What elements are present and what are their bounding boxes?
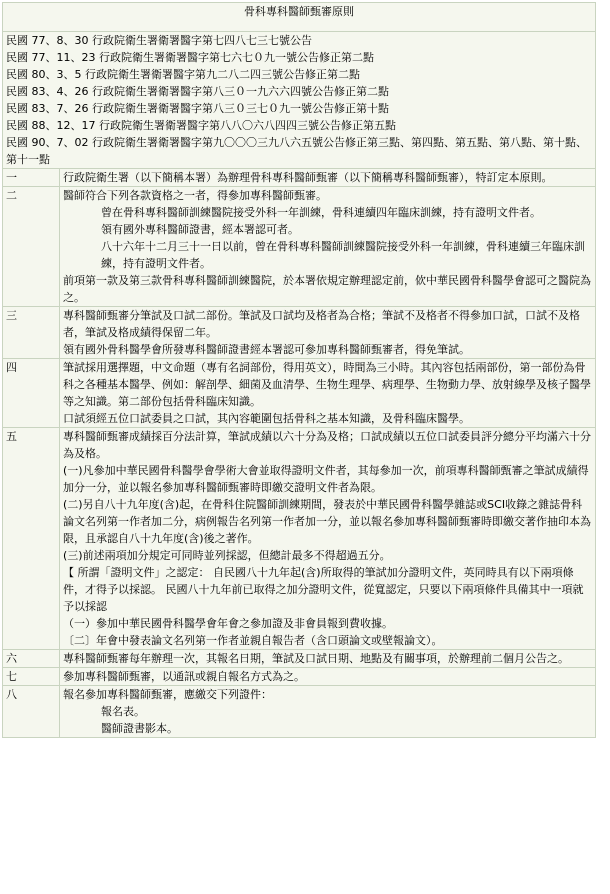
article-paragraph: 報名參加專科醫師甄審，應繳交下列證件： xyxy=(63,688,272,701)
article-paragraph: 筆試採用選擇題，中文命題（專有名詞部份，得用英文），時間為三小時。其內容包括兩部份，第一部份為骨科之各種基本醫學、例如：解剖學、細菌及血清學、生物生理學、病理學、生物動力學、放射線學及核子醫學等之知識。第二部份包括骨科臨床知識。 xyxy=(63,361,591,408)
article-content xyxy=(60,650,596,668)
article-paragraph: 專科醫師甄審成績採百分法計算，筆試成績以六十分為及格；口試成績以五位口試委員評分總分平均滿六十分為及格。 xyxy=(63,430,591,460)
history-line: 民國 80、3、5 行政院衛生署衛署醫字第九二八二四三號公告修正第二點 xyxy=(6,68,360,81)
article-row xyxy=(3,668,596,686)
article-paragraph: （一）參加中華民國骨科醫學會年會之參加證及非會員報到費收據。 xyxy=(63,617,393,630)
amendment-history xyxy=(3,32,596,169)
article-paragraph: (一)凡參加中華民國骨科醫學會學術大會並取得證明文件者，其每參加一次，前項專科醫師甄審之筆試成績得加分一分，並以報名參加專科醫師甄審時即繳交證明文件者為限。 xyxy=(63,464,589,494)
history-line: 民國 83、4、26 行政院衛生署衛署醫字第八三０一九六六四號公告修正第二點 xyxy=(6,85,389,98)
article-row xyxy=(3,359,596,428)
regulation-table xyxy=(2,2,596,738)
article-subitem: 曾在骨科專科醫師訓練醫院接受外科一年訓練，骨科連續四年臨床訓練，持有證明文件者。 xyxy=(101,206,541,219)
article-number: 七 xyxy=(3,668,60,686)
article-paragraph: 專科醫師甄審分筆試及口試二部份。筆試及口試均及格者為合格；筆試不及格者不得參加口試，口試不及格者，筆試及格成績得保留二年。 xyxy=(63,309,580,339)
history-line: 民國 90、7、02 行政院衛生署衛署醫字第九〇〇〇三九八六五號公告修正第三點、第四點、第五點、第八點、第十點、第十一點 xyxy=(6,136,587,166)
article-number: 八 xyxy=(3,686,60,738)
article-paragraph: 領有國外骨科醫學會所發專科醫師證書經本署認可參加專科醫師甄審者，得免筆試。 xyxy=(63,343,470,356)
article-paragraph: 口試須經五位口試委員之口試，其內容範圍包括骨科之基本知識，及骨科臨床醫學。 xyxy=(63,412,470,425)
article-number: 五 xyxy=(3,428,60,650)
article-paragraph: 醫師符合下列各款資格之一者，得參加專科醫師甄審。 xyxy=(63,189,327,202)
history-line: 民國 83、7、26 行政院衛生署衛署醫字第八三０三七０九一號公告修正第十點 xyxy=(6,102,389,115)
article-content xyxy=(60,169,596,187)
document-title: 骨科專科醫師甄審原則 xyxy=(3,3,596,32)
article-subitem: 八十六年十二月三十一日以前，曾在骨科專科醫師訓練醫院接受外科一年訓練，骨科連續三年臨床訓練，持有證明文件者。 xyxy=(101,240,585,270)
article-row xyxy=(3,686,596,738)
article-paragraph: 〔二〕年會中發表論文名列第一作者並親自報告者（含口頭論文或壁報論文）。 xyxy=(63,634,443,647)
article-paragraph: (三)前述兩項加分規定可同時並列採認，但總計最多不得超過五分。 xyxy=(63,549,391,562)
article-subitem: 報名表。 xyxy=(101,705,145,718)
article-subitem: 醫師證書影本。 xyxy=(101,722,178,735)
history-line: 民國 77、8、30 行政院衛生署衛署醫字第七四八七三七號公告 xyxy=(6,34,312,47)
article-content xyxy=(60,307,596,359)
article-subitem: 領有國外專科醫師證書，經本署認可者。 xyxy=(101,223,299,236)
article-content xyxy=(60,686,596,738)
title-row xyxy=(3,3,596,32)
article-paragraph: 行政院衛生署（以下簡稱本署）為辦理骨科專科醫師甄審（以下簡稱專科醫師甄審），特訂定本原則。 xyxy=(63,171,553,184)
article-number: 一 xyxy=(3,169,60,187)
article-number: 六 xyxy=(3,650,60,668)
history-line: 民國 88、12、17 行政院衛生署衛署醫字第八八〇六八四四三號公告修正第五點 xyxy=(6,119,396,132)
article-row xyxy=(3,650,596,668)
article-content xyxy=(60,668,596,686)
article-row xyxy=(3,428,596,650)
article-content xyxy=(60,187,596,307)
article-number: 二 xyxy=(3,187,60,307)
history-line: 民國 77、11、23 行政院衛生署衛署醫字第七六七０九一號公告修正第二點 xyxy=(6,51,374,64)
article-paragraph: 參加專科醫師甄審，以通訊或親自報名方式為之。 xyxy=(63,670,305,683)
article-content xyxy=(60,428,596,650)
article-content xyxy=(60,359,596,428)
article-row xyxy=(3,169,596,187)
article-number: 三 xyxy=(3,307,60,359)
article-number: 四 xyxy=(3,359,60,428)
article-paragraph: (二)另自八十九年度(含)起，在骨科住院醫師訓練期間，發表於中華民國骨科醫學雜誌或SCI收錄之雜誌骨科論文名列第一作者加二分，病例報告名列第一作者加一分，並以報名參加專科醫師甄審時即繳交著作抽印本為限，且承認自八十九年度(含)後之著作。 xyxy=(63,498,591,545)
history-row xyxy=(3,32,596,169)
article-paragraph: 前項第一款及第三款骨科專科醫師訓練醫院，於本署依規定辦理認定前，佽中華民國骨科醫學會認可之醫院為之。 xyxy=(63,274,591,304)
article-row xyxy=(3,307,596,359)
article-paragraph: 【 所謂「證明文件」之認定： 自民國八十九年起(含)所取得的筆試加分證明文件，英同時具有以下兩項條件，才得予以採認。 民國八十九年前已取得之加分證明文件，從寬認定，只要以下兩項條件具備其中一項就予以採認 xyxy=(63,566,584,613)
article-row xyxy=(3,187,596,307)
article-paragraph: 專科醫師甄審每年辦理一次，其報名日期，筆試及口試日期、地點及有關事項，於辦理前二個月公告之。 xyxy=(63,652,569,665)
